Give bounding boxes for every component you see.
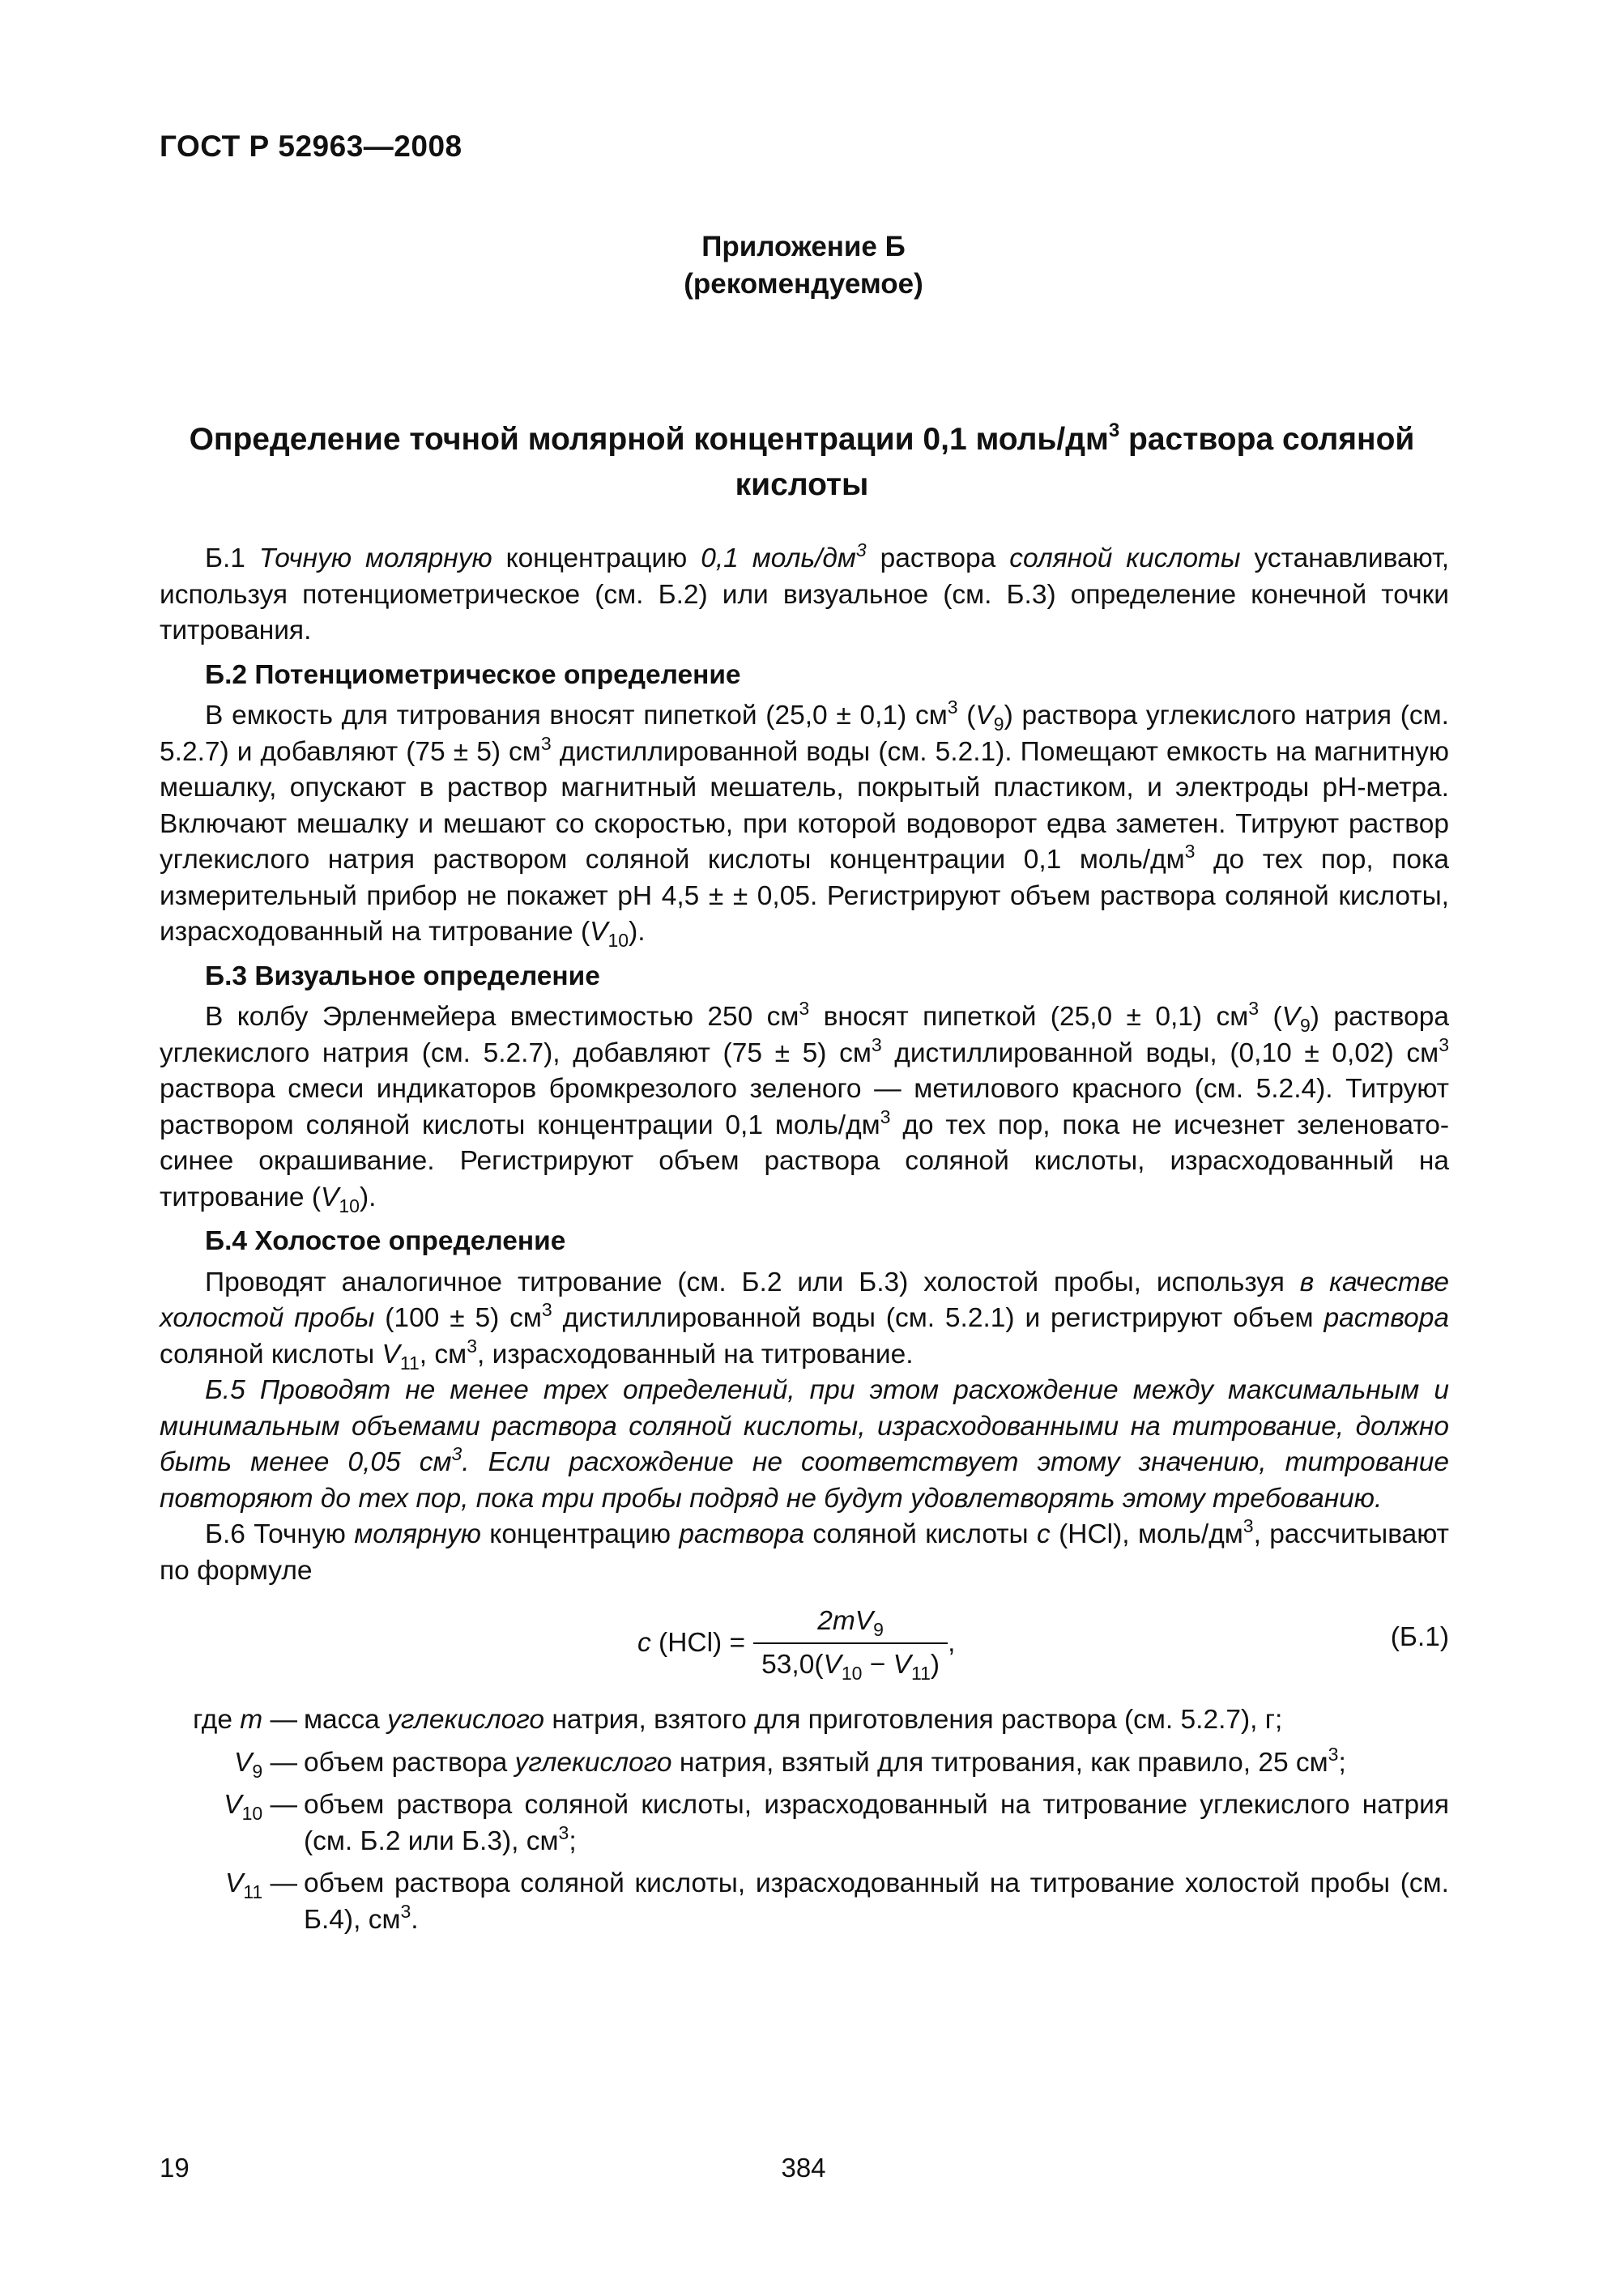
formula-den-v1: V [823,1650,842,1680]
b1-sup: 3 [855,539,867,560]
formula-lhs-rest: (HCl) = [650,1627,746,1658]
legend-v11: V [224,1868,244,1898]
formula-comma: , [948,1627,956,1658]
b4-italic-2: раствора [1324,1303,1450,1333]
legend-v10-sub: 10 [241,1803,263,1824]
paragraph-b1 [160,541,1449,650]
legend-v11-text-2: . [411,1904,419,1935]
b2-text-6: ). [629,917,646,947]
legend-v10-text-1: объем раствора соляной кислоты, израсходованный на титрование углекислого натрия (см. Б.2 или Б.3), см [304,1790,1449,1856]
b2-sup-3: 3 [1184,841,1196,862]
b2-text-1: В емкость для титрования вносят пипеткой (25,0 ± 0,1) см [205,701,948,731]
b4-var-1: V [382,1339,400,1370]
formula-block [160,1595,1449,1691]
title-sup: 3 [1108,420,1120,441]
b2-text-3: ) раствора углекислого натрия (см. 5.2.7) и добавляют (75 ± 5) см [160,701,1449,767]
heading-b4: Б.4 Холостое определение [205,1226,566,1256]
b2-var-2: V [590,917,608,947]
formula-numerator [809,1604,892,1643]
b4-italic-1: в качестве холостой пробы [160,1267,1450,1333]
b5-text-2: . Если расхождение не соответствует этому значению, титрование повторяют до тех пор, пока три пробы подряд не будут удовлетворять этому требованию. [160,1447,1449,1514]
b4-text-6: , израсходованный на титрование. [476,1339,914,1370]
b3-sup-2: 3 [1248,998,1260,1019]
b3-text-8: ). [359,1182,377,1212]
b6-text-2: концентрацию [480,1519,680,1549]
legend-symbol-m [160,1702,304,1739]
legend-desc-v11 [304,1866,1449,1938]
formula-num-v: V [855,1605,874,1636]
legend-row-v10 [160,1787,1449,1859]
legend-v9-italic: углекислого [514,1747,672,1778]
formula-fraction [753,1604,948,1684]
page-number-left: 19 [160,2153,190,2183]
b6-text-3: соляной кислоты [804,1519,1038,1549]
b4-text-1: Проводят аналогичное титрование (см. Б.2 или Б.3) холостой пробы, используя [205,1267,1300,1297]
heading-b3: Б.3 Визуальное определение [205,961,600,991]
b4-sup-1: 3 [541,1299,552,1320]
formula-den-b: ) [930,1650,940,1680]
document-body [160,541,1449,1945]
b3-sup-4: 3 [1439,1033,1449,1055]
legend-v9-sup: 3 [1328,1743,1339,1765]
b6-text-4: (HCl), моль/дм [1050,1519,1243,1549]
formula-number: (Б.1) [1390,1622,1449,1652]
legend-v9: V [234,1747,253,1778]
b2-text-5: до тех пор, пока измерительный прибор не покажет pH 4,5 ± ± 0,05. Регистрируют объем раствора соляной кислоты, израсходованный на титрование ( [160,845,1449,947]
paragraph-b5 [160,1373,1449,1517]
b2-text-4: дистиллированной воды (см. 5.2.1). Помещают емкость на магнитную мешалку, опускают в раствор магнитный мешатель, покрытый пластиком, и электроды pH-метра. Включают мешалку и мешают со скоростью, при которой водоворот едва заметен. Титруют раствор углекислого натрия раствором соляной кислоты концентрации 0,1 моль/дм [160,736,1449,875]
legend-v10-text-2: ; [569,1825,577,1856]
b1-number: Б.1 [205,543,259,573]
title-part2: раствора соляной кислоты [735,422,1415,502]
b3-sub-1: 9 [1299,1015,1311,1036]
legend-m-italic: углекислого [387,1705,545,1735]
b2-text-2: ( [957,701,976,731]
b3-sup-3: 3 [871,1033,882,1055]
legend-dash-v11: — [262,1868,297,1898]
b1-text-6: устанавливают, используя потенциометрическое (см. Б.2) или визуальное (см. Б.3) определение конечной точки титрования. [160,543,1450,645]
b4-text-2: (100 ± 5) см [374,1303,542,1333]
paragraph-b6 [160,1517,1449,1589]
formula-den-minus: − [862,1650,893,1680]
b2-sub-1: 9 [993,714,1004,735]
formula-denominator [753,1644,948,1684]
page-number-center: 384 [781,2153,826,2183]
b6-italic-1: молярную [354,1519,481,1549]
b2-var-1: V [975,701,994,731]
formula-den-a: 53,0( [761,1650,824,1680]
b6-text-5: , рассчитывают по формуле [160,1519,1450,1586]
appendix-title: Приложение Б [701,231,906,262]
appendix-heading [0,228,1607,303]
legend-v10: V [224,1790,242,1820]
legend-symbol-v11 [160,1866,304,1938]
formula-num-m: m [832,1605,855,1636]
b6-text-1: Б.6 Точную [205,1519,355,1549]
paragraph-b4 [160,1265,1449,1374]
formula-den-v2sub: 11 [910,1663,931,1684]
legend-m-text-1: масса [304,1705,388,1735]
legend-v9-text-3: ; [1338,1747,1346,1778]
b2-sub-2: 10 [607,930,629,951]
b5-sup: 3 [451,1443,462,1464]
b1-text-2: концентрацию [492,543,701,573]
b3-var-1: V [1281,1002,1300,1032]
b3-text-2: вносят пипеткой (25,0 ± 0,1) см [809,1002,1249,1032]
legend-row-v11 [160,1866,1449,1938]
appendix-status: (рекомендуемое) [684,268,923,300]
legend-desc-v9 [304,1745,1449,1782]
legend-v10-sup: 3 [558,1821,569,1843]
b3-sup-5: 3 [880,1105,891,1127]
b3-var-2: V [321,1182,339,1212]
legend-v9-sub: 9 [252,1760,263,1782]
b5-text-1: Б.5 Проводят не менее трех определений, при этом расхождение между максимальным и минимальным объемами раствора соляной кислоты, израсходованными на титрование, должно быть менее 0,05 см [160,1375,1449,1477]
b6-sup: 3 [1243,1515,1254,1536]
legend-m: m [240,1705,263,1735]
standard-header: ГОСТ Р 52963—2008 [160,130,462,163]
title-part1: Определение точной молярной концентрации 0,1 моль/дм [189,422,1109,457]
document-title [178,417,1426,508]
b2-sup-2: 3 [540,732,552,754]
legend-symbol-v9 [160,1745,304,1782]
b1-italic-3: 0,1 моль/дм [701,543,856,573]
b1-text-4: раствора [866,543,1010,573]
legend-desc-v10 [304,1787,1449,1859]
b6-italic-2: раствора [679,1519,804,1549]
b3-text-7: до тех пор, пока не исчезнет зеленовато-синее окрашивание. Регистрируют объем раствора соляной кислоты, израсходованный на титрование ( [160,1110,1449,1212]
b1-italic-5: соляной кислоты [1009,543,1241,573]
b3-sup-1: 3 [799,998,810,1019]
b4-sup-2: 3 [467,1335,477,1357]
b4-sub-1: 11 [399,1352,420,1374]
paragraph-b3 [160,999,1449,1216]
legend-desc-m [304,1702,1449,1739]
legend-dash: — [262,1705,297,1735]
b4-text-3: дистиллированной воды (см. 5.2.1) и регистрируют объем [552,1303,1324,1333]
legend-symbol-v10 [160,1787,304,1859]
legend-v9-text-1: объем раствора [304,1747,515,1778]
b3-text-6: раствора смеси индикаторов бромкрезолого зеленого — метилового красного (см. 5.2.4). Титруют раствором соляной кислоты концентрации 0,1 моль/дм [160,1074,1449,1140]
legend-row-v9 [160,1745,1449,1782]
formula-legend [160,1702,1449,1938]
b1-italic-1: Точную молярную [258,543,492,573]
legend-dash-v9: — [262,1747,297,1778]
b3-text-3: ( [1259,1002,1282,1032]
legend-dash-v10: — [262,1790,297,1820]
paragraph-b2 [160,698,1449,951]
legend-intro: где [193,1705,241,1735]
legend-m-text-2: натрия, взятого для приготовления раствора (см. 5.2.7), г; [544,1705,1283,1735]
formula-b1 [637,1595,955,1691]
heading-b2: Б.2 Потенциометрическое определение [205,659,741,690]
b3-sub-2: 10 [339,1195,360,1216]
legend-v11-text-1: объем раствора соляной кислоты, израсходованный на титрование холостой пробы (см. Б.4), см [304,1868,1449,1935]
formula-den-v1sub: 10 [841,1663,863,1684]
b3-text-5: дистиллированной воды, (0,10 ± 0,02) см [881,1037,1439,1068]
b6-italic-3: c [1037,1519,1051,1549]
formula-num-vsub: 9 [873,1618,884,1640]
b3-text-1: В колбу Эрленмейера вместимостью 250 см [205,1002,799,1032]
b4-text-4: соляной кислоты [160,1339,382,1370]
formula-den-v2: V [893,1650,911,1680]
formula-num-coef: 2 [817,1605,833,1636]
formula-lhs [637,1625,745,1662]
legend-v9-text-2: натрия, взятый для титрования, как правило, 25 см [671,1747,1328,1778]
legend-v11-sup: 3 [400,1900,411,1922]
b3-text-4: ) раствора углекислого натрия (см. 5.2.7), добавляют (75 ± 5) см [160,1002,1449,1068]
legend-v11-sub: 11 [243,1881,263,1902]
formula-lhs-var: c [637,1627,651,1658]
b4-text-5: , см [419,1339,467,1370]
b2-sup-1: 3 [947,696,958,718]
legend-row-m [160,1702,1449,1739]
